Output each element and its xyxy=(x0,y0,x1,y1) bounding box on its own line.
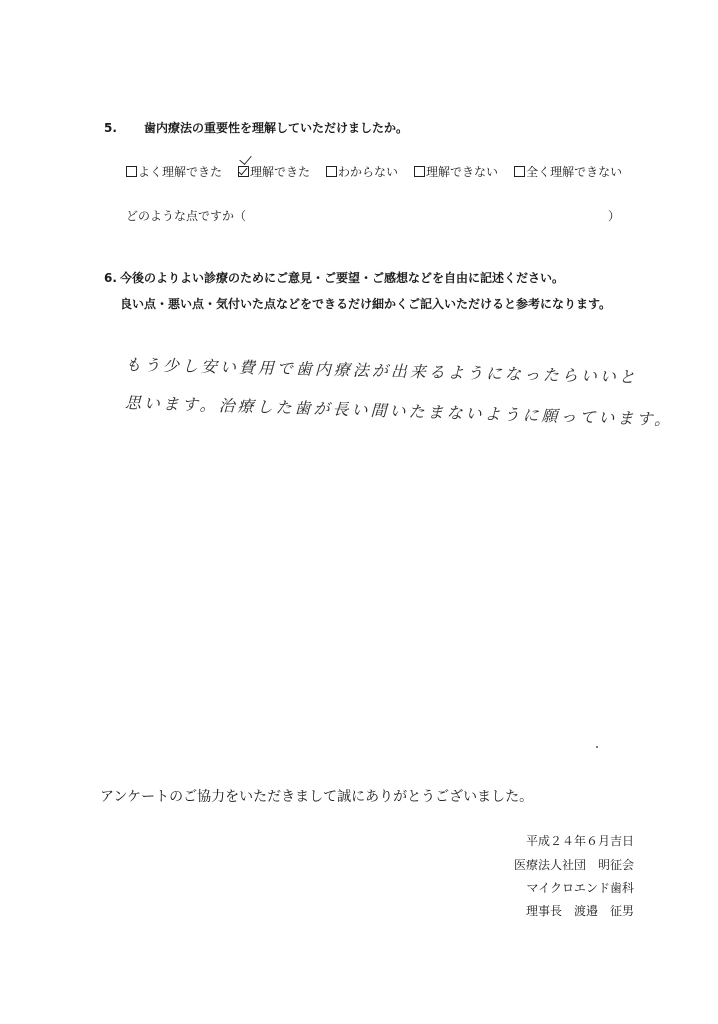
option-label: 理解できない xyxy=(426,165,499,179)
thanks-message: アンケートのご協力をいただきまして誠にありがとうございました。 xyxy=(100,789,534,805)
signature-organization: 医療法人社団 明征会 xyxy=(513,858,634,872)
option-understood-well[interactable] xyxy=(126,163,222,180)
option-not-understood[interactable] xyxy=(414,163,498,180)
option-label: 全く理解できない xyxy=(526,165,623,179)
option-label: わからない xyxy=(338,165,399,179)
detail-close-paren: ） xyxy=(608,209,621,223)
signature-chairman: 理事長 渡邉 征男 xyxy=(525,904,634,918)
checkbox-not-at-all[interactable] xyxy=(514,166,525,177)
checkbox-understood[interactable] xyxy=(238,166,249,177)
question-5 xyxy=(104,119,408,136)
question-6-number: 6. xyxy=(104,271,117,285)
scan-speck xyxy=(596,746,598,748)
question-5-number: 5. xyxy=(104,121,117,135)
question-6 xyxy=(104,269,564,286)
signature-date: 平成２４年６月吉日 xyxy=(525,834,634,848)
option-dont-know[interactable] xyxy=(326,163,398,180)
checkbox-dont-know[interactable] xyxy=(326,166,337,177)
option-not-at-all[interactable] xyxy=(514,163,622,180)
option-understood[interactable] xyxy=(238,163,310,180)
question-6-text: 今後のよりよい診療のためにご意見・ご要望・ご感想などを自由に記述ください。 xyxy=(120,271,565,285)
handwritten-answer-line-1: もう少し安い費用で歯内療法が出来るようになったらいいと xyxy=(124,355,639,387)
detail-prompt: どのような点ですか（ xyxy=(126,209,247,223)
handwritten-answer-line-2: 思います。治療した歯が長い間いたまないように願っています。 xyxy=(124,393,674,430)
checkbox-not-understood[interactable] xyxy=(414,166,425,177)
question-5-options xyxy=(126,163,622,180)
checkbox-understood-well[interactable] xyxy=(126,166,137,177)
question-5-text: 歯内療法の重要性を理解していただけましたか。 xyxy=(144,121,409,135)
signature-clinic: マイクロエンド歯科 xyxy=(526,881,634,895)
option-label: 理解できた xyxy=(250,165,311,179)
option-label: よく理解できた xyxy=(138,165,223,179)
question-6-instructions: 良い点・悪い点・気付いた点などをできるだけ細かくご記入いただけると参考になります。 xyxy=(120,297,612,311)
